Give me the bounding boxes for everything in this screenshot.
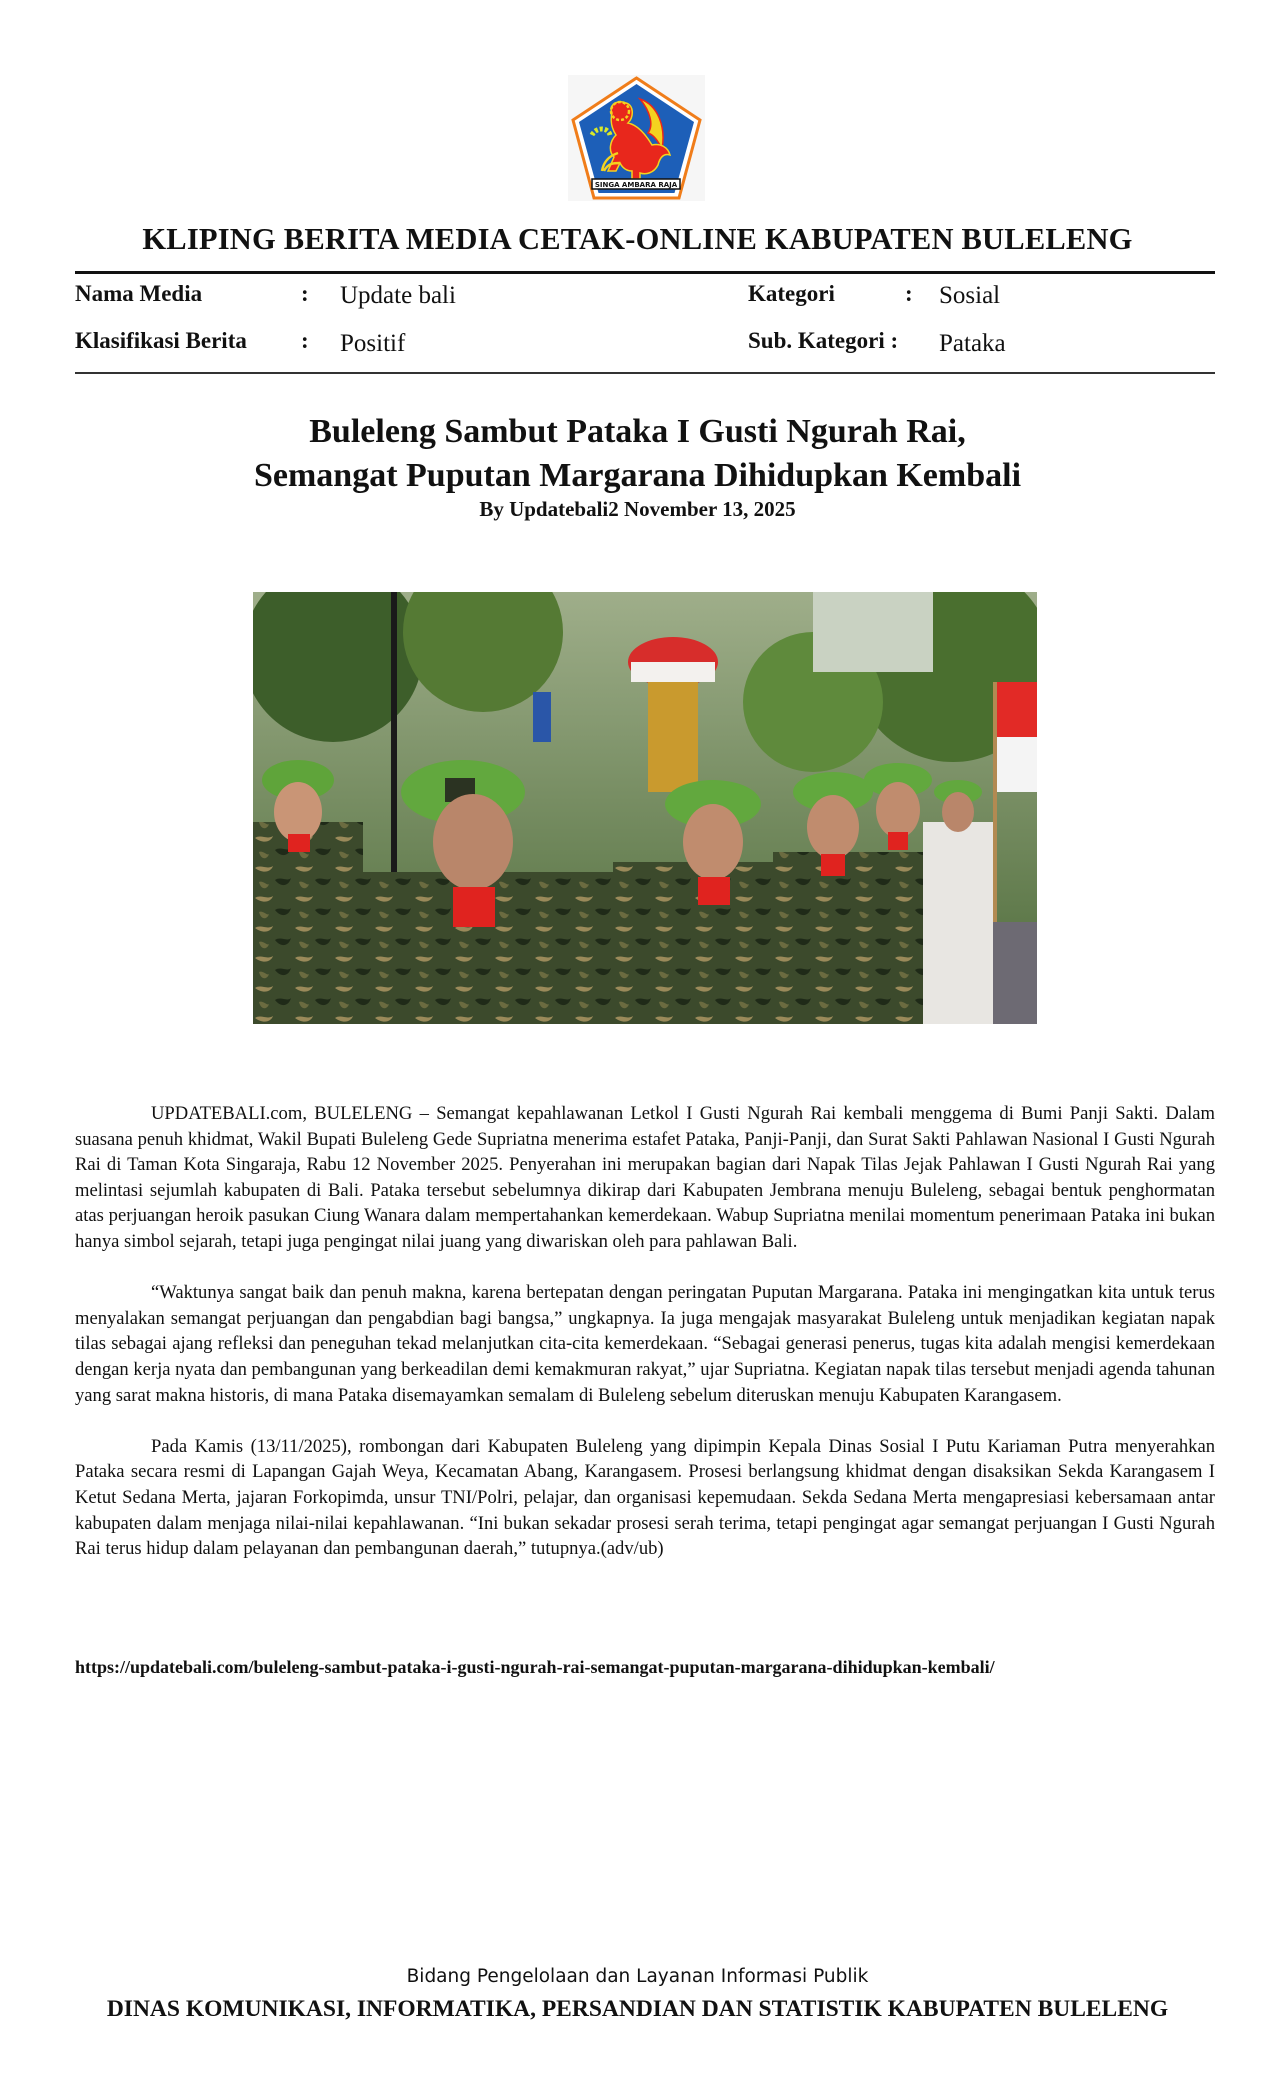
meta-value-sub-kategori: Pataka <box>939 330 1006 357</box>
article-headline <box>0 410 1275 498</box>
meta-value-klasifikasi: Positif <box>340 330 406 357</box>
article-paragraph-2: “Waktunya sangat baik dan penuh makna, karena bertepatan dengan peringatan Puputan Margarana. Pataka ini mengingatkan kita untuk terus menyalakan semangat perjuangan dan pengabdian bagi bangsa,” ungkapnya. Ia juga mengajak masyarakat Buleleng untuk menjadikan kegiatan napak tilas sebagai ajang refleksi dan peneguhan tekad melanjutkan cita-cita kemerdekaan. “Sebagai generasi penerus, tugas kita adalah mengisi kemerdekaan dengan kerja nyata dan pembangunan yang berkeadilan demi kemakmuran rakyat,” ujar Supriatna. Kegiatan napak tilas tersebut menjadi agenda tahunan yang sarat makna historis, di mana Pataka disemayamkan semalam di Buleleng sebelum diteruskan menuju Kabupaten Karangasem. <box>75 1282 1215 1406</box>
meta-label-kategori: Kategori <box>748 281 835 306</box>
headline-line-2: Semangat Puputan Margarana Dihidupkan Kembali <box>253 457 1022 494</box>
meta-colon-kategori: : <box>905 281 913 306</box>
footer-agency: DINAS KOMUNIKASI, INFORMATIKA, PERSANDIAN DAN STATISTIK KABUPATEN BULELENG <box>106 1996 1169 2022</box>
meta-colon-nama-media: : <box>301 281 309 306</box>
divider-top <box>75 271 1215 274</box>
footer-subtitle: Bidang Pengelolaan dan Layanan Informasi Publik <box>406 1966 869 1987</box>
kabupaten-buleleng-logo-icon <box>568 75 705 201</box>
document-title: KLIPING BERITA MEDIA CETAK-ONLINE KABUPATEN BULELENG <box>142 222 1133 256</box>
article-paragraph-3: Pada Kamis (13/11/2025), rombongan dari Kabupaten Buleleng yang dipimpin Kepala Dinas Sosial I Putu Kariaman Putra menyerahkan Pataka secara resmi di Lapangan Gajah Weya, Kecamatan Abang, Karangasem. Prosesi berlangsung khidmat dengan disaksikan Sekda Karangasem I Ketut Sedana Merta, jajaran Forkopimda, unsur TNI/Polri, pelajar, dan organisasi kepemudaan. Sekda Sedana Merta mengapresiasi kebersamaan antar kabupaten dalam menjaga nilai-nilai kepahlawanan. “Ini bukan sekadar prosesi serah terima, tetapi pengingat agar semangat perjuangan I Gusti Ngurah Rai terus hidup dalam pelayanan dan pembangunan daerah,” tutupnya.(adv/ub) <box>75 1435 1215 1560</box>
meta-label-sub-kategori: Sub. Kategori : <box>748 328 899 353</box>
meta-label-nama-media: Nama Media <box>75 281 203 306</box>
divider-bottom <box>75 372 1215 374</box>
crest-svg <box>568 75 705 201</box>
meta-value-kategori: Sosial <box>939 282 1001 309</box>
headline-line-1: Buleleng Sambut Pataka I Gusti Ngurah Rai, <box>309 413 966 450</box>
meta-label-klasifikasi: Klasifikasi Berita <box>75 328 247 353</box>
crest-motto: SINGA AMBARA RAJA <box>594 181 678 189</box>
meta-value-nama-media: Update bali <box>340 282 456 309</box>
meta-colon-klasifikasi: : <box>301 328 309 353</box>
article-byline: By Updatebali2 November 13, 2025 <box>479 497 796 521</box>
article-paragraph-1: UPDATEBALI.com, BULELENG – Semangat kepahlawanan Letkol I Gusti Ngurah Rai kembali menggema di Bumi Panji Sakti. Dalam suasana penuh khidmat, Wakil Bupati Buleleng Gede Supriatna menerima estafet Pataka, Panji-Panji, dan Surat Sakti Pahlawan Nasional I Gusti Ngurah Rai di Taman Kota Singaraja, Rabu 12 November 2025. Penyerahan ini merupakan bagian dari Napak Tilas Jejak Pahlawan I Gusti Ngurah Rai yang melintasi sejumlah kabupaten di Bali. Pataka tersebut sebelumnya dikirap dari Kabupaten Jembrana menuju Buleleng, sebagai bentuk penghormatan atas perjuangan heroik pasukan Ciung Wanara dalam mempertahankan kemerdekaan. Wabup Supriatna menilai momentum penerimaan Pataka ini bukan hanya simbol sejarah, tetapi juga pengingat nilai juang yang diwariskan oleh para pahlawan Bali. <box>75 1103 1215 1252</box>
article-photo <box>253 592 1037 1024</box>
article-body <box>75 1101 1215 1587</box>
parade-photo-icon <box>253 592 1037 1024</box>
source-url-link[interactable]: https://updatebali.com/buleleng-sambut-pataka-i-gusti-ngurah-rai-semangat-puputan-margarana-dihidupkan-kembali/ <box>75 1657 995 1677</box>
